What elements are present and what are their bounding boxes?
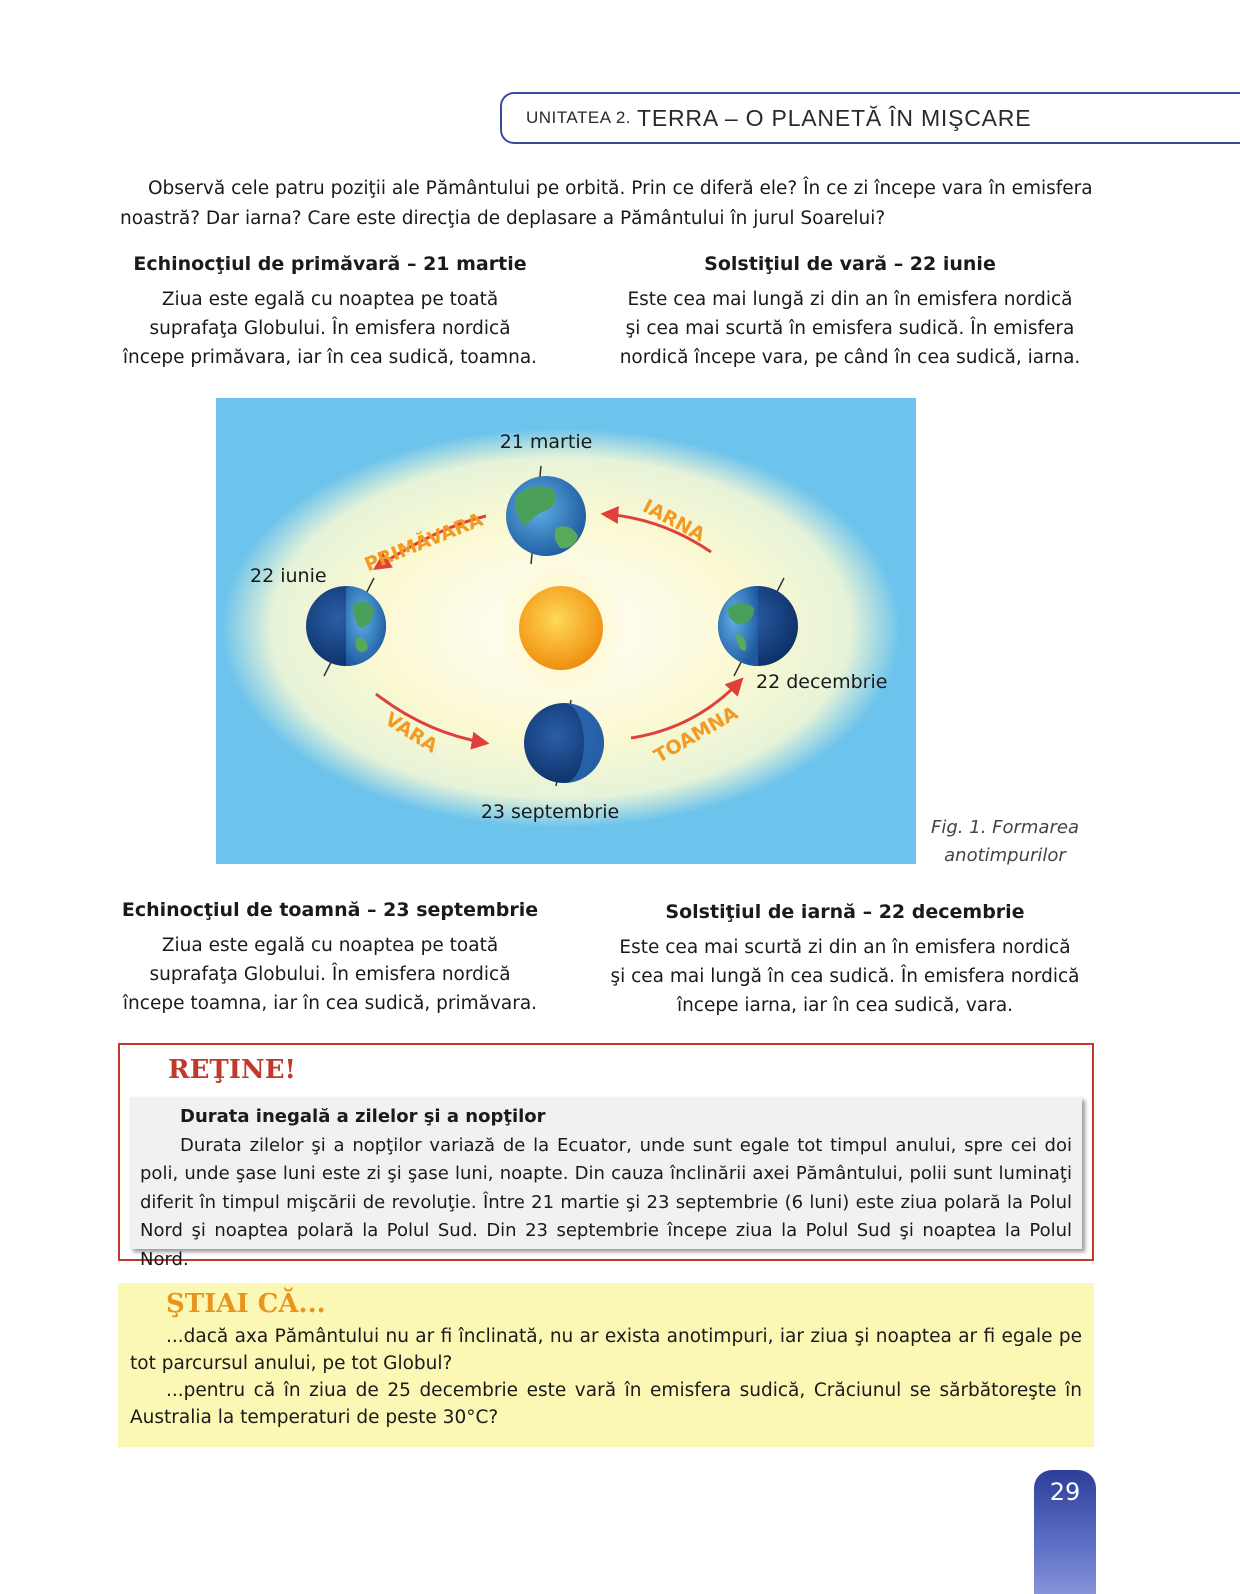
remember-text: Durata zilelor şi a nopţilor variază de la Ecuator, unde sunt egale tot timpul anului, spre cei doi poli, unde şase luni este zi şi şase luni, noapte. Din cauza înclinării axei Pământului, polii sunt luminaţi diferit în timpul mişcării de revoluţie. Între 21 martie şi 23 septembrie (6 luni) este ziua polară la Polul Nord şi noaptea polară la Polul Sud. Din 23 septembrie începe ziua la Polul Sud şi noaptea la Polul Nord.	[140, 1134, 1072, 1270]
remember-box	[118, 1043, 1094, 1270]
date-label-september: 23 septembrie	[480, 801, 620, 823]
winter-solstice-title: Solstiţiul de iarnă – 22 decembrie	[665, 901, 1025, 923]
summer-solstice-block	[600, 250, 1100, 372]
autumn-equinox-title: Echinocţiul de toamnă – 23 septembrie	[121, 899, 539, 921]
spring-equinox-title: Echinocţiul de primăvară – 21 martie	[133, 253, 527, 275]
remember-heading: REŢINE!	[168, 1055, 296, 1085]
season-label-summer: VARA	[380, 708, 442, 758]
unit-title: TERRA – O PLANETĂ ÎN MIŞCARE	[637, 104, 1032, 131]
summer-line-1: Este cea mai lungă zi din an în emisfera nordică	[627, 289, 1073, 310]
figure-caption	[920, 814, 1090, 870]
did-you-know-item-1: ...dacă axa Pământului nu ar fi înclinată, nu ar exista anotimpuri, iar ziua şi noaptea ar fi egale pe tot parcursul anului, pe tot Globul?	[130, 1326, 1082, 1374]
spring-line-1: Ziua este egală cu noaptea pe toată	[161, 289, 499, 310]
summer-line-2: şi cea mai scurtă în emisfera sudică. În emisfera	[625, 318, 1075, 339]
unit-label: UNITATEA 2.	[526, 108, 632, 127]
date-label-march: 21 martie	[499, 431, 593, 453]
summer-line-3: nordică începe vara, pe când în cea sudică, iarna.	[619, 347, 1081, 368]
remember-subtitle: Durata inegală a zilelor şi a nopţilor	[180, 1106, 546, 1127]
summer-solstice-title: Solstiţiul de vară – 22 iunie	[704, 253, 996, 275]
winter-line-1: Este cea mai scurtă zi din an în emisfera nordică	[619, 937, 1071, 958]
season-label-spring: PRIMĂVARA	[361, 508, 487, 577]
did-you-know-box	[118, 1283, 1094, 1447]
autumn-line-1: Ziua este egală cu noaptea pe toată	[161, 935, 499, 956]
winter-line-2: şi cea mai lungă în cea sudică. În emisfera nordică	[610, 966, 1080, 987]
unit-header	[500, 92, 1240, 144]
season-label-winter: IARNA	[639, 495, 709, 547]
caption-line-2: anotimpurilor	[944, 845, 1066, 866]
did-you-know-heading: ŞTIAI CĂ...	[166, 1289, 326, 1319]
autumn-equinox-block	[110, 896, 550, 1018]
caption-line-1: Fig. 1. Formarea	[931, 817, 1079, 838]
page-number: 29	[1034, 1470, 1096, 1594]
remember-content	[130, 1097, 1082, 1270]
sun-icon	[519, 586, 603, 670]
date-label-december: 22 decembrie	[756, 671, 888, 693]
date-label-june: 22 iunie	[250, 565, 327, 587]
spring-line-3: începe primăvara, iar în cea sudică, toamna.	[122, 347, 538, 368]
did-you-know-item-2: ...pentru că în ziua de 25 decembrie este vară în emisfera sudică, Crăciunul se sărbătoreşte în Australia la temperaturi de peste 30°C?	[130, 1380, 1082, 1428]
seasons-diagram	[216, 398, 916, 864]
winter-solstice-block	[595, 898, 1095, 1020]
spring-line-2: suprafaţa Globului. În emisfera nordică	[149, 318, 511, 339]
autumn-line-3: începe toamna, iar în cea sudică, primăvara.	[122, 993, 538, 1014]
intro-paragraph: Observă cele patru poziţii ale Pământului pe orbită. Prin ce diferă ele? În ce zi începe vara în emisfera noastră? Dar iarna? Care este direcţia de deplasare a Pământului în jurul Soarelui?	[120, 178, 1093, 229]
spring-equinox-block	[110, 250, 550, 372]
winter-line-3: începe iarna, iar în cea sudică, vara.	[676, 995, 1014, 1016]
autumn-line-2: suprafaţa Globului. În emisfera nordică	[149, 964, 511, 985]
season-label-autumn: TOAMNA	[650, 702, 742, 768]
